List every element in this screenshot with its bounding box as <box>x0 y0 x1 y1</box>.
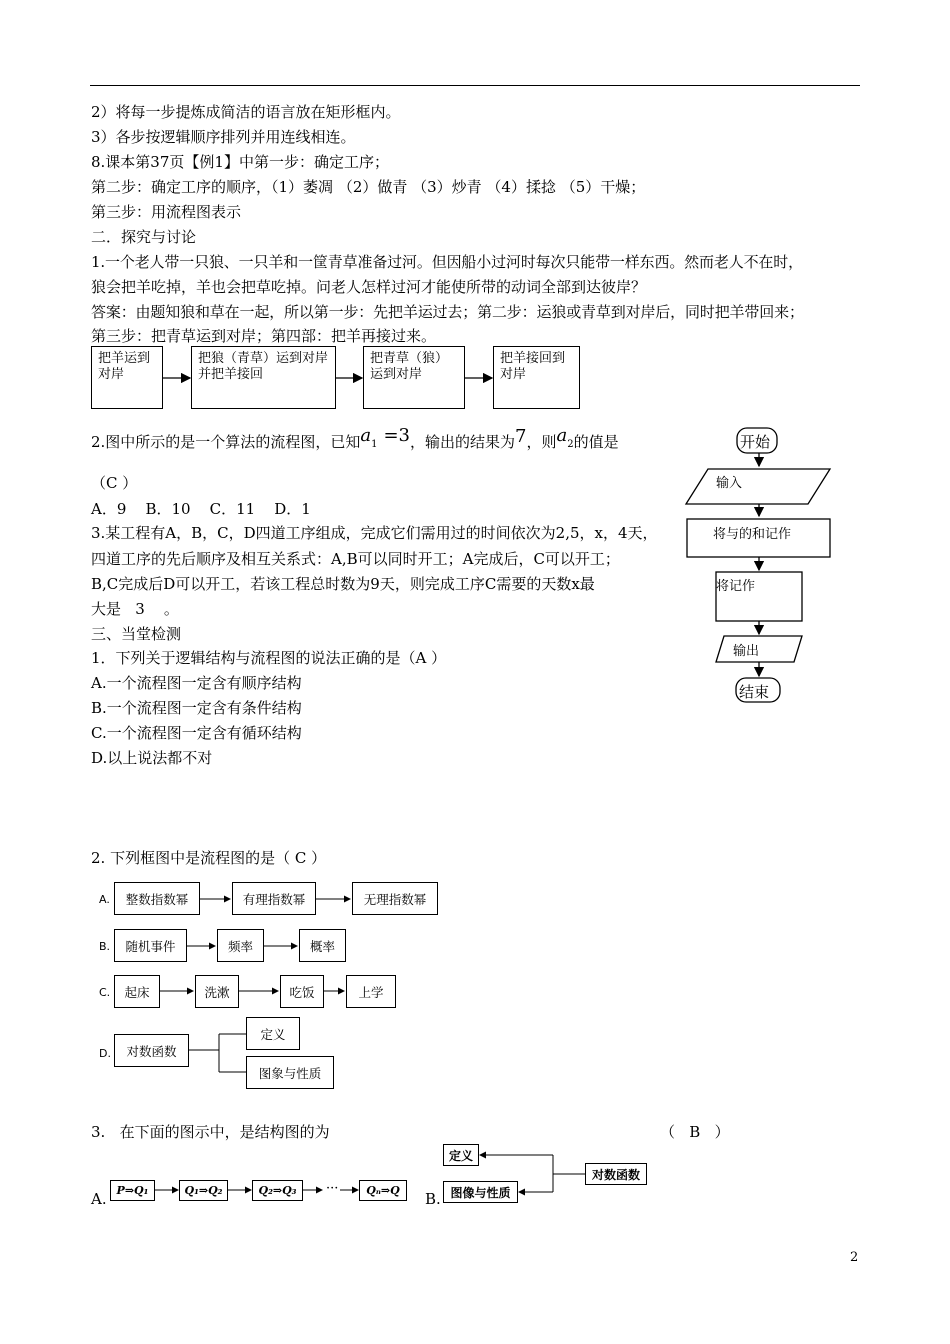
q2-text: ，输出的结果为 <box>409 433 515 451</box>
river-step-4: 把羊接回到对岸 <box>493 346 580 409</box>
process-label-2: 将记作 <box>716 579 756 594</box>
diag-a-box-2: 有理指数幂 <box>232 882 316 915</box>
q2-answer: （C ） <box>91 474 138 492</box>
page-number: 2 <box>850 1250 859 1265</box>
struct-b-child-2: 图像与性质 <box>443 1181 518 1203</box>
text-line: 狼会把羊吃掉，羊也会把草吃掉。问老人怎样过河才能使所带的动词全部到达彼岸？ <box>91 278 647 296</box>
diag-c-box-2: 洗漱 <box>195 975 239 1008</box>
q3-line: 3.某工程有A，B，C，D四道工序组成，完成它们需用过的时间依次为2,5，x，4天， <box>91 524 658 542</box>
option-c: C.一个流程图一定含有循环结构 <box>91 724 302 742</box>
output-value: 7 <box>515 426 527 447</box>
diagram-b-label: B. <box>99 940 111 953</box>
text-line: 3）各步按逻辑顺序排列并用连线相连。 <box>91 128 356 146</box>
q3-line: 四道工序的先后顺序及相互关系式：A,B可以同时开工；A完成后，C可以开工； <box>91 550 620 568</box>
q2-text: ，则 <box>526 433 557 451</box>
a1-symbol: a <box>360 425 372 446</box>
ellipsis: ··· <box>326 1181 339 1196</box>
start-label: 开始 <box>740 433 771 451</box>
diag-d-root: 对数函数 <box>114 1034 189 1067</box>
a2-symbol: a <box>556 425 568 446</box>
question-3b: 3. 在下面的图示中，是结构图的为 <box>91 1123 330 1141</box>
struct-a-label: A. <box>91 1190 107 1208</box>
diagram-d-label: D. <box>99 1047 111 1060</box>
text-line: 2）将每一步提炼成简洁的语言放在矩形框内。 <box>91 103 401 121</box>
a1-eq: =3 <box>383 425 410 446</box>
option-d: D.以上说法都不对 <box>91 749 213 767</box>
input-label: 输入 <box>716 476 743 491</box>
diag-b-box-2: 频率 <box>217 929 264 962</box>
q2-text: 2.图中所示的是一个算法的流程图，已知 <box>91 433 361 451</box>
struct-a-box-2: Q₁⇒Q₂ <box>179 1180 228 1201</box>
text-line: 第三步：把青草运到对岸；第四部：把羊再接过来。 <box>91 327 437 345</box>
struct-b-label: B. <box>425 1190 441 1208</box>
struct-a-box-3: Q₂⇒Q₃ <box>252 1180 303 1201</box>
q3-line: B,C完成后D可以开工，若该工程总时数为9天，则完成工序C需要的天数x最 <box>91 575 595 593</box>
section-heading: 二．探究与讨论 <box>91 228 197 246</box>
diag-d-child-2: 图象与性质 <box>246 1056 334 1089</box>
diag-d-child-1: 定义 <box>246 1017 300 1050</box>
river-step-3: 把青草（狼）运到对岸 <box>363 346 465 409</box>
struct-a-box-4: Qₙ⇒Q <box>359 1180 407 1201</box>
text-line: 第三步：用流程图表示 <box>91 203 242 221</box>
diag-a-box-1: 整数指数幂 <box>114 882 200 915</box>
struct-a-box-1: P⇒Q₁ <box>110 1180 155 1201</box>
diag-b-box-3: 概率 <box>299 929 346 962</box>
text-line: 1．下列关于逻辑结构与流程图的说法正确的是（A ） <box>91 649 447 667</box>
q2-options: A．9 B．10 C．11 D．1 <box>91 500 311 518</box>
process-label-1: 将与的和记作 <box>713 527 792 542</box>
text-line: 答案：由题知狼和草在一起，所以第一步：先把羊运过去；第二步：运狼或青草到对岸后，同时把羊带回来； <box>91 303 804 321</box>
diag-b-box-1: 随机事件 <box>114 929 187 962</box>
text-line: 第二步：确定工序的顺序，（1）萎凋 （2）做青 （3）炒青 （4）揉捻 （5）干燥； <box>91 178 646 196</box>
diag-a-box-3: 无理指数幂 <box>352 882 438 915</box>
a2-sub: 2 <box>567 439 574 450</box>
struct-b-child-1: 定义 <box>443 1144 479 1166</box>
river-step-1: 把羊运到对岸 <box>91 346 163 409</box>
diag-c-box-3: 吃饭 <box>280 975 324 1008</box>
diag-c-box-4: 上学 <box>346 975 396 1008</box>
q2-text: 的值是 <box>573 433 619 451</box>
struct-b-root: 对数函数 <box>585 1163 647 1185</box>
option-a: A.一个流程图一定含有顺序结构 <box>91 674 302 692</box>
river-step-2: 把狼（青草）运到对岸并把羊接回 <box>191 346 336 409</box>
question-2b: 2. 下列框图中是流程图的是（ C ） <box>91 849 327 867</box>
q3-line: 大是 3 。 <box>91 600 179 618</box>
section-heading: 三、当堂检测 <box>91 625 182 643</box>
text-line: 1.一个老人带一只狼、一只羊和一筐青草准备过河。但因船小过河时每次只能带一样东西。然而老人不在时， <box>91 253 803 271</box>
diagram-a-label: A. <box>99 893 110 906</box>
output-label: 输出 <box>733 644 760 659</box>
q3b-answer: （ B ） <box>660 1123 730 1141</box>
end-label: 结束 <box>739 683 770 701</box>
option-b: B.一个流程图一定含有条件结构 <box>91 699 302 717</box>
text-line: 8.课本第37页【例1】中第一步：确定工序； <box>91 153 389 171</box>
diag-c-box-1: 起床 <box>114 975 160 1008</box>
a1-sub: 1 <box>371 439 378 450</box>
diagram-c-label: C. <box>99 986 111 999</box>
